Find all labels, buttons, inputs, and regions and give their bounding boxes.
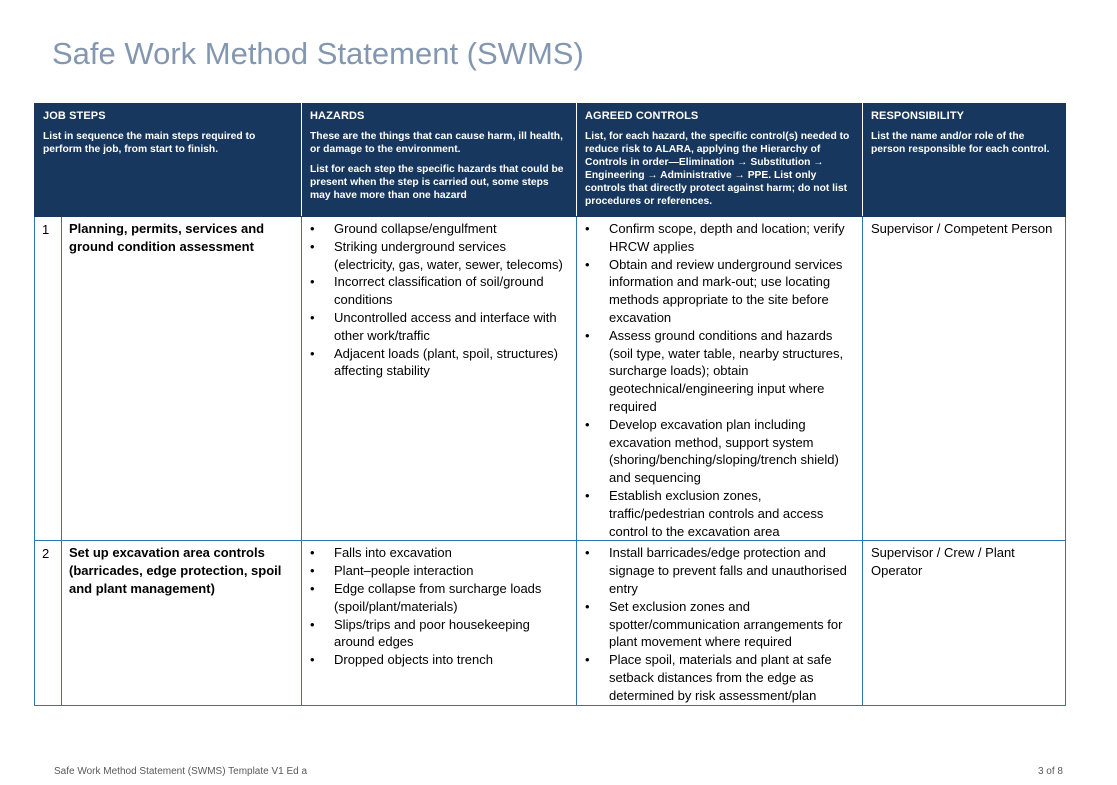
hazard-item: • Edge collapse from surcharge loads (spoil/plant/materials) <box>308 580 570 616</box>
control-item: • Establish exclusion zones, traffic/pedestrian controls and access control to the excavation area <box>583 487 856 540</box>
hazards-cell <box>302 217 577 541</box>
swms-table <box>34 103 1066 706</box>
header-title: RESPONSIBILITY <box>871 110 965 122</box>
header-agreed-controls <box>577 104 863 217</box>
responsibility-cell: Supervisor / Crew / Plant Operator <box>863 541 1066 705</box>
control-item: • Assess ground conditions and hazards (soil type, water table, nearby structures, surcharge loads); obtain geotechnical/engineering input where required <box>583 327 856 416</box>
hazard-item: • Plant–people interaction <box>308 562 570 580</box>
header-description: List in sequence the main steps required to perform the job, from start to finish. <box>43 131 256 155</box>
controls-list <box>583 544 856 704</box>
hazard-item: • Slips/trips and poor housekeeping around edges <box>308 616 570 652</box>
step-number: 2 <box>35 541 62 705</box>
hazard-item: • Dropped objects into trench <box>308 651 570 669</box>
page-title: Safe Work Method Statement (SWMS) <box>52 36 584 71</box>
hazards-list <box>308 220 570 380</box>
control-item: • Place spoil, materials and plant at safe setback distances from the edge as determined by risk assessment/plan <box>583 651 856 704</box>
table-row <box>35 541 1066 705</box>
hazards-list <box>308 544 570 669</box>
control-item: • Obtain and review underground services information and mark-out; use locating methods appropriate to the site before excavation <box>583 256 856 327</box>
footer-page-number: 3 of 8 <box>1037 766 1063 777</box>
control-item: • Install barricades/edge protection and signage to prevent falls and unauthorised entry <box>583 544 856 597</box>
table-header-row <box>35 104 1066 217</box>
job-step: Planning, permits, services and ground condition assessment <box>62 217 302 541</box>
hazard-item: • Adjacent loads (plant, spoil, structures) affecting stability <box>308 345 570 381</box>
hazard-item: • Uncontrolled access and interface with other work/traffic <box>308 309 570 345</box>
header-title: HAZARDS <box>310 110 365 122</box>
control-item: • Confirm scope, depth and location; verify HRCW applies <box>583 220 856 256</box>
header-responsibility <box>863 104 1066 217</box>
header-description: These are the things that can cause harm, ill health, or damage to the environment. <box>310 131 563 155</box>
header-hazards <box>302 104 577 217</box>
controls-list <box>583 220 856 540</box>
hazard-item: • Falls into excavation <box>308 544 570 562</box>
table-row <box>35 217 1066 541</box>
step-number: 1 <box>35 217 62 541</box>
header-description: List the name and/or role of the person responsible for each control. <box>871 131 1050 155</box>
header-title: AGREED CONTROLS <box>585 110 699 122</box>
footer-document-name: Safe Work Method Statement (SWMS) Template V1 Ed a <box>54 766 308 777</box>
controls-cell <box>577 217 863 541</box>
hazard-item: • Striking underground services (electricity, gas, water, sewer, telecoms) <box>308 238 570 274</box>
responsibility-cell: Supervisor / Competent Person <box>863 217 1066 541</box>
control-item: • Set exclusion zones and spotter/communication arrangements for plant movement where required <box>583 598 856 651</box>
header-title: JOB STEPS <box>43 110 106 122</box>
header-job-steps <box>35 104 302 217</box>
hazard-item: • Incorrect classification of soil/ground conditions <box>308 273 570 309</box>
job-step: Set up excavation area controls (barricades, edge protection, spoil and plant management) <box>62 541 302 705</box>
hazards-cell <box>302 541 577 705</box>
header-description: List for each step the specific hazards that could be present when the step is carried out, some steps may have more than one hazard <box>310 164 564 201</box>
hazard-item: • Ground collapse/engulfment <box>308 220 570 238</box>
controls-cell <box>577 541 863 705</box>
control-item: • Develop excavation plan including excavation method, support system (shoring/benching/sloping/trench shield) and sequencing <box>583 416 856 487</box>
header-description: List, for each hazard, the specific control(s) needed to reduce risk to ALARA, applying the Hierarchy of Controls in order—Elimination → Substitution → Engineering → Administrative → PPE. List only controls that directly protect against harm; do not list procedures or references. <box>585 131 850 207</box>
